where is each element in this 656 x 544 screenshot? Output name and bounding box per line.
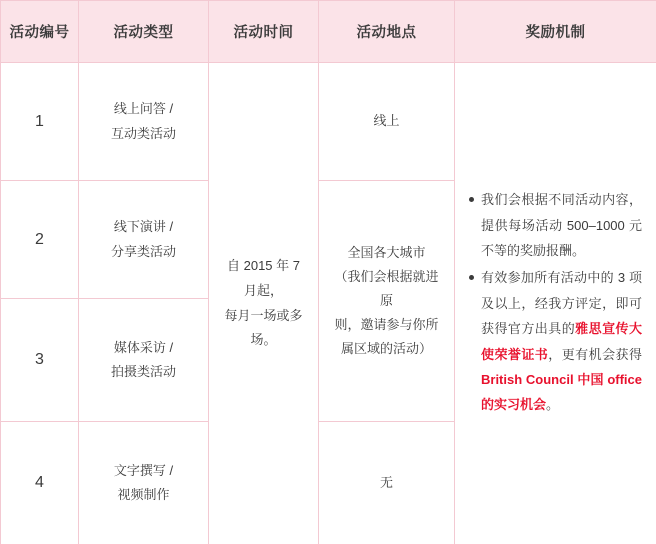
place-line-3: 则，邀请参与你所 bbox=[334, 317, 439, 333]
column-header-activity-place: 活动地点 bbox=[319, 1, 455, 63]
column-header-activity-type: 活动类型 bbox=[79, 1, 209, 63]
column-header-reward-mechanism: 奖励机制 bbox=[455, 1, 656, 63]
cell-activity-place-none: 无 bbox=[319, 422, 455, 544]
activity-type-line-1: 媒体采访 / bbox=[113, 339, 174, 355]
reward-text-part-c: 。 bbox=[546, 397, 560, 413]
cell-activity-time bbox=[209, 63, 319, 544]
activity-type-line-1: 线下演讲 / bbox=[113, 219, 174, 235]
reward-list-item-1: 我们会根据不同活动内容，提供每场活动 500–1000 元不等的奖励报酬。 bbox=[481, 187, 642, 263]
reward-list bbox=[465, 187, 642, 417]
cell-activity-type bbox=[79, 422, 209, 544]
cell-reward-mechanism bbox=[455, 63, 656, 544]
cell-activity-type bbox=[79, 181, 209, 299]
activity-type-line-1: 文字撰写 / bbox=[113, 462, 174, 478]
cell-activity-number: 3 bbox=[1, 299, 79, 422]
table-header bbox=[1, 1, 656, 63]
reward-list-item-2 bbox=[481, 265, 642, 417]
table-row bbox=[1, 63, 656, 181]
table-header-row bbox=[1, 1, 656, 63]
cell-activity-type bbox=[79, 299, 209, 422]
column-header-activity-time: 活动时间 bbox=[209, 1, 319, 63]
cell-activity-place-online: 线上 bbox=[319, 63, 455, 181]
activity-time-line-2: 每月一场或多场。 bbox=[224, 307, 303, 348]
activity-time-line-1: 自 2015 年 7 月起， bbox=[227, 258, 300, 298]
activity-type-line-1: 线上问答 / bbox=[113, 101, 174, 117]
place-line-4: 属区域的活动） bbox=[340, 341, 432, 357]
place-line-2: （我们会根据就进原 bbox=[334, 268, 439, 308]
activity-type-line-2: 视频制作 bbox=[117, 487, 170, 502]
reward-highlight-certificate: 雅思宣传大使荣誉证书 bbox=[481, 321, 642, 362]
activity-type-line-2: 互动类活动 bbox=[110, 125, 176, 141]
activity-type-line-2: 拍摄类活动 bbox=[110, 364, 176, 379]
reward-text-part-a: 有效参加所有活动中的 3 项及以上，经我方评定，即可获得官方出具的 bbox=[481, 270, 642, 337]
activity-type-line-2: 分享类活动 bbox=[110, 243, 176, 259]
cell-activity-number: 2 bbox=[1, 181, 79, 299]
cell-activity-place-cities bbox=[319, 181, 455, 422]
table-body bbox=[1, 63, 656, 544]
reward-highlight-internship: British Council 中国 office 的实习机会 bbox=[481, 371, 642, 413]
reward-text-part-b: ，更有机会获得 bbox=[548, 346, 642, 362]
cell-activity-type bbox=[79, 63, 209, 181]
cell-activity-number: 4 bbox=[1, 422, 79, 544]
place-line-1: 全国各大城市 bbox=[347, 244, 426, 260]
column-header-activity-number: 活动编号 bbox=[1, 1, 79, 63]
cell-activity-number: 1 bbox=[1, 63, 79, 181]
